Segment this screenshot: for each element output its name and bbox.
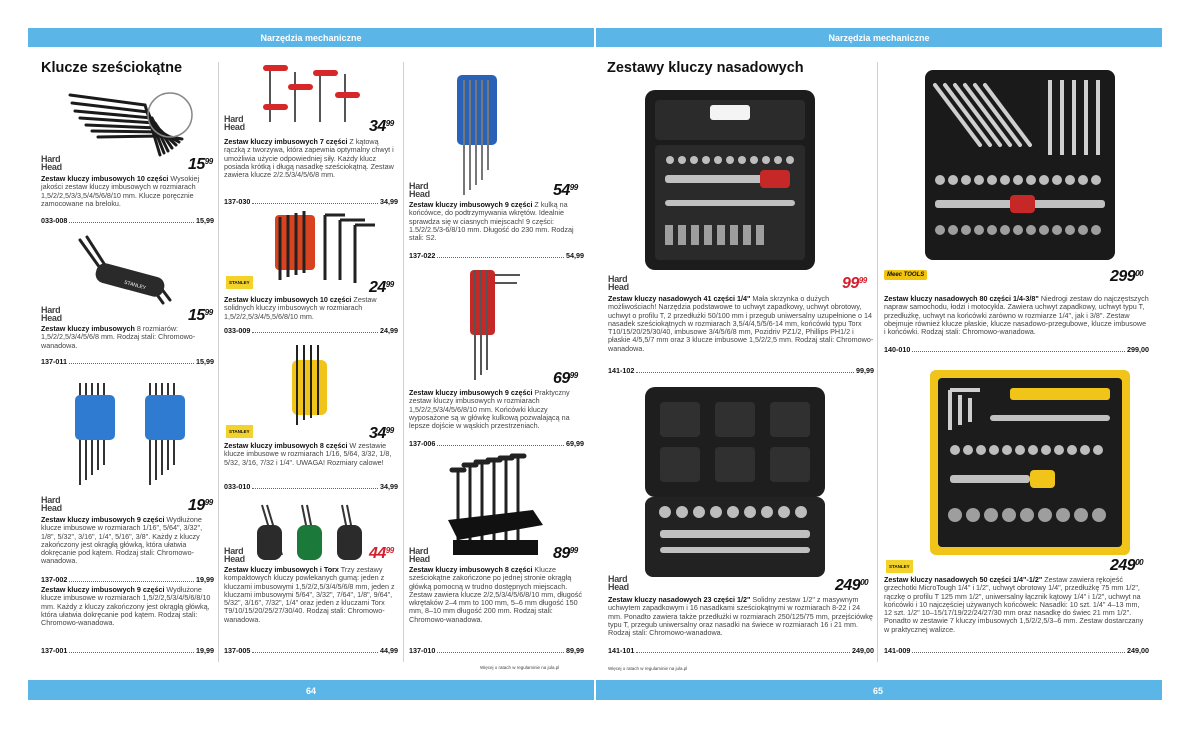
brand-logo-hardhead: Hard Head: [608, 574, 629, 592]
header-bar-right: [596, 28, 1162, 47]
price-tag: $15^{99}$: [188, 307, 213, 324]
product-image-yellow-hex-set: [282, 340, 342, 430]
product-description: Zestaw kluczy imbusowych 8 części Klucze sześciokątne zakończone po jednej stronie okrągłą główką pomocną w trudno dostępnych miejscach. Zestaw zawiera klucze 2/2,5/3/4/5/6/8/10 mm, długość wkrętaków 2–4 mm to 100 mm, 5–6 mm długość 150 mm, 8–10 mm długość 200 mm. Rodzaj stali: Chromowo-wanadowa.: [409, 565, 582, 624]
product-code-line: 137-030 34,99: [224, 197, 398, 206]
product-image-socket-case-80: [920, 65, 1120, 265]
svg-text:STANLEY: STANLEY: [123, 279, 147, 292]
product-description: Zestaw kluczy nasadowych 80 części 1/4-3/8" Niedrogi zestaw do najczęstszych napraw samochodu, łodzi i motocykla. Zawiera uchwyt zapadkowy, uchwyt typu T, przedłużkę, uchwyt na końcówki zarówno w rozmiarze 1/4", jak i 3/8". Zestaw obejmuje również klucze płaskie, klucze nasadowo-przegubowe, klucze imbusowe i końcówki. Rodzaj stali: Chromowo-wanadowa.: [884, 294, 1149, 337]
product-description: Zestaw kluczy imbusowych 9 części Wydłużone klucze imbusowe w rozmiarach 1,5/2/2,5/3/4/5/6/8/10 mm. Każdy z kluczy zakończony jest okrągłą główką, która ułatwia dokręcanie pod kątem. Rodzaj stali: Chromowo-wanadowa.: [41, 585, 211, 628]
product-image-t-handle-hex-set: [255, 62, 365, 127]
header-bar-left: [28, 28, 594, 47]
price-tag: $15^{99}$: [188, 156, 213, 173]
price-tag: $299^{00}$: [1110, 268, 1144, 285]
product-image-blue-holder-hex-set: [70, 375, 200, 495]
product-image-stanley-hex-set: [270, 205, 380, 285]
page-number-right: 65: [873, 686, 884, 696]
product-code-line: 033-008 15,99: [41, 216, 214, 225]
column-divider: [403, 62, 404, 662]
product-description: Zestaw kluczy nasadowych 50 części 1/4"-1/2" Zestaw zawiera rękojeść grzechotki MicroTough 1/4" i 1/2", uchwyt obrotowy 1/4", przedłużkę 75 mm 1/2", rączkę o profilu T 125 mm 1/2", uniwersalny łącznik kątowy 1/4" i 1/2", uchwyt na końcówki i 10 najczęściej używanych końcówek: Nasadki: 10 szt. 1/4" 4–13 mm, 12 szt. 1/2" 10–15/17/19/22/24/27/30 mm oraz nasadkę do świec 21 mm 1/2". Ponadto w zestawie 7 kluczy imbusowych 1,5/2/2,5/3–6 mm. Zestaw dostarczany w praktycznej walizce.: [884, 575, 1144, 634]
product-description: Zestaw kluczy imbusowych 10 części Wysokiej jakości zestaw kluczy imbusowych w rozmiarach 1,5/2/2,5/3/3,5/4/5/6/8/10 mm. Klucze poręcznie zamocowane na breloku.: [41, 174, 200, 208]
product-description: Zestaw kluczy imbusowych 9 części Z kulką na końcówce, do podtrzymywania wkrętów. Idealnie sprawdza się w ciasnych miejscach! 9 części: 1.5/2/2.5/3-6/8/10 mm. Długość do 230 mm. Rodzaj stali: S2.: [409, 200, 574, 243]
brand-logo-hardhead: Hard Head: [409, 546, 430, 564]
product-image-socket-case-41: [640, 85, 820, 275]
price-tag: $89^{99}$: [553, 545, 578, 562]
product-description: Zestaw kluczy imbusowych 7 części Z kątową rączką z tworzywa, która zapewnia optymalny chwyt i umożliwia użycie odpowiedniej siły. Każdy klucz posiada krótką i długą nasadkę sześciokątną. Zestaw zawiera klucze 2/2.5/3/4/5/6/8 mm.: [224, 137, 394, 180]
price-tag: $249^{00}$: [1110, 557, 1144, 574]
installments-note: Więcej o ratach w regulaminie na jula.pl: [608, 666, 688, 671]
brand-logo-hardhead: Hard Head: [224, 114, 245, 132]
product-code-line: 033-009 24,99: [224, 326, 398, 335]
product-image-folding-torx-set: [252, 500, 382, 565]
brand-logo-hardhead: Hard Head: [41, 495, 62, 513]
product-code-line: 137-001 19,99: [41, 646, 214, 655]
product-description: Zestaw kluczy imbusowych 8 rozmiarów: 1,5/2/2,5/3/4/5/6/8 mm. Rodzaj stali: Chromowo-wanadowa.: [41, 324, 196, 350]
price-tag: $19^{99}$: [188, 497, 213, 514]
product-image-folding-hex-set: [65, 225, 175, 305]
product-image-red-holder-hex-set: [465, 265, 525, 385]
price-tag: $24^{99}$: [369, 279, 394, 296]
product-image-hex-key-ring: [60, 85, 220, 160]
brand-logo-hardhead: Hard Head: [409, 181, 430, 199]
brand-logo-hardhead: Hard Head: [41, 154, 62, 172]
product-code-line: 137-002 19,99: [41, 575, 214, 584]
brand-logo-hardhead: Hard Head: [224, 546, 245, 564]
price-tag: $54^{99}$: [553, 182, 578, 199]
section-title-hex-keys: Klucze sześciokątne: [41, 60, 183, 76]
header-right-title: Narzędzia mechaniczne: [828, 33, 930, 43]
section-title-socket-sets: Zestawy kluczy nasadowych: [607, 60, 804, 76]
product-code-line: 137-022 54,99: [409, 251, 584, 260]
product-description: Zestaw kluczy imbusowych i Torx Trzy zestawy kompaktowych kluczy powlekanych gumą: jeden z kluczami imbusowymi 1,5/2/2,5/3/4/5/6/8 mm, jeden z kluczami imbusowymi 5/64", 3/32", 7/64", 1/8", 9/64", 5/32", 3/16", 7/32", 1/4" oraz jeden z kluczami Torx T9/10/15/20/25/27/30/40. Rodzaj stali: Chromowo-wanadowa.: [224, 565, 395, 624]
product-code-line: 137-006 69,99: [409, 439, 584, 448]
brand-logo-hardhead: Hard Head: [608, 274, 629, 292]
price-tag: $34^{99}$: [369, 425, 394, 442]
product-code-line: 137-011 15,99: [41, 357, 214, 366]
brand-logo-meec: Meec TOOLS: [884, 270, 927, 280]
product-code-line: 137-005 44,99: [224, 646, 398, 655]
product-code-line: 140-010 299,00: [884, 345, 1149, 354]
product-description: Zestaw kluczy imbusowych 10 części Zestaw solidnych kluczy imbusowych w rozmiarach 1,5/2/2,5/3/4/5,5/6/8/10 mm.: [224, 295, 377, 321]
product-code-line: 141-102 99,99: [608, 366, 874, 375]
product-description: Zestaw kluczy imbusowych 9 części Wydłużone klucze imbusowe w rozmiarach 1/16", 5/64", 3/32", 1/8", 5/32", 3/16", 1/4", 5/16", 3/8". Każdy z kluczy zakończony jest okrągłą główką, która ułatwia dokręcanie pod kątem. Rodzaj stali: Chromowo-wanadowa.: [41, 515, 203, 566]
product-code-line: 033-010 34,99: [224, 482, 398, 491]
product-code-line: 141-101 249,00: [608, 646, 874, 655]
price-tag-sale: $99^{99}$: [842, 275, 867, 292]
product-image-socket-case-50: [930, 370, 1130, 555]
product-image-stand-hex-set: [448, 450, 548, 565]
price-tag: $249^{00}$: [835, 577, 869, 594]
product-code-line: 141-009 249,00: [884, 646, 1149, 655]
product-description: Zestaw kluczy imbusowych 9 części Praktyczny zestaw kluczy imbusowych w rozmiarach 1,5/2/2,5/3/4/5/6/8/10 mm. Końcówki kluczy wyposażone są w główkę kulkową pozwalającą na lepsze dojście w wąskich przestrzeniach.: [409, 388, 570, 431]
page-number-left: 64: [306, 686, 317, 696]
product-description: Zestaw kluczy imbusowych 8 części W zestawie klucze imbusowe w rozmiarach 1/16, 5/64, 3/32, 1/8, 5/32, 3/16, 7/32 i 1/4". UWAGA! Rozmiary calowe!: [224, 441, 392, 467]
brand-logo-stanley: STANLEY: [226, 425, 253, 438]
installments-note: Więcej o ratach w regulaminie na jula.pl: [480, 665, 560, 670]
price-tag-sale: $44^{99}$: [369, 545, 394, 562]
price-tag: $69^{99}$: [553, 370, 578, 387]
product-description: Zestaw kluczy nasadowych 23 części 1/2" Solidny zestaw 1/2" z masywnym uchwytem zapadkowym i 16 nasadkami sześciokątnymi w rozmiarach 8-22 i 24 mm. Ponadto zawiera także przedłużki w rozmiarach 250/125/75 mm, przejściówkę typu T, przegub uniwersalny oraz nasadki na świece w rozmiarach 16 i 21 mm. Rodzaj stali: Chromowo-wanadowa.: [608, 595, 873, 638]
product-code-line: 137-010 89,99: [409, 646, 584, 655]
brand-logo-stanley: STANLEY: [226, 276, 253, 289]
header-left-title: Narzędzia mechaniczne: [260, 33, 362, 43]
price-tag: $34^{99}$: [369, 118, 394, 135]
brand-logo-hardhead: Hard Head: [41, 305, 62, 323]
brand-logo-stanley: STANLEY: [886, 560, 913, 573]
product-description: Zestaw kluczy nasadowych 41 części 1/4" Mała skrzynka o dużych możliwościach! Narzędzia podstawowe to uchwyt zapadkowy, uchwyt obrotowy, uchwyt o profilu T, 2 przedłużki 50/100 mm i przegub uniwersalny uzupełnione o 14 nasadek sześciokątnych w rozmiarach 3,5/4/4,5/5/6-14 mm, końcówki typu Torx T10/15/20/25/30/40, imbusowe 3/4/5/6/8 mm, Pozidriv PZ1/2, Phillips PH1/2 i płaskie 4/5,5/7 mm oraz 3 klucze imbusowe 1,5/2/2,5 mm. Rodzaj stali: Chromowo-wanadowa.: [608, 294, 874, 353]
product-image-ball-end-hex-set: [452, 70, 502, 200]
product-image-socket-case-23: [640, 382, 830, 582]
column-divider: [877, 62, 878, 662]
